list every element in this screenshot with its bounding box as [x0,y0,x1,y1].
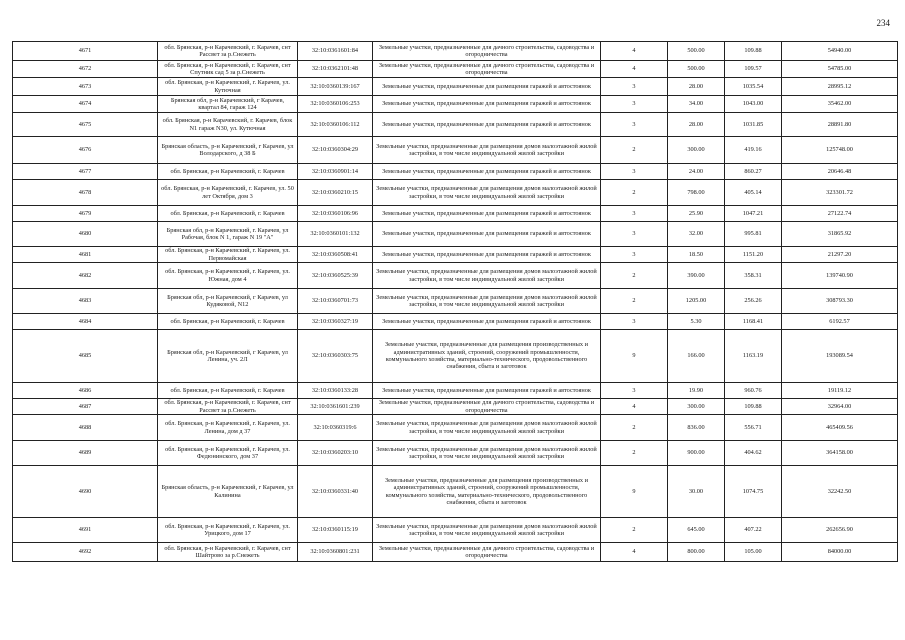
row-number-cell: 4677 [13,164,158,180]
cadastral-value-cell: 262656.90 [782,518,898,543]
row-number-cell: 4680 [13,222,158,247]
area-cell: 300.00 [668,137,725,164]
specific-value-cell: 109.88 [725,42,782,61]
land-use-cell: Земельные участки, предназначенные для размещения производственных и административных зданий, строений, сооружений промышленности, коммунального хозяйства, материально-технического, продовольственного снабжения, сбыта и заготовок [373,466,601,518]
address-cell: обл. Брянская, р-н Карачевский, г. Карачев [158,383,298,399]
use-group-cell: 3 [601,222,668,247]
use-group-cell: 2 [601,137,668,164]
address-cell: обл. Брянская, р-н Карачевский, г. Карачев [158,206,298,222]
specific-value-cell: 358.31 [725,263,782,289]
cadastral-value-cell: 19119.12 [782,383,898,399]
row-number-cell: 4671 [13,42,158,61]
row-number-cell: 4684 [13,314,158,330]
land-use-cell: Земельные участки, предназначенные для размещения гаражей и автостоянок [373,113,601,137]
cadastral-number-cell: 32:10:0360327:19 [298,314,373,330]
cadastral-value-cell: 308793.30 [782,289,898,314]
row-number-cell: 4688 [13,415,158,441]
use-group-cell: 3 [601,206,668,222]
cadastral-number-cell: 32:10:0360331:40 [298,466,373,518]
cadastral-number-cell: 32:10:0360901:14 [298,164,373,180]
area-cell: 500.00 [668,61,725,78]
cadastral-value-cell: 32242.50 [782,466,898,518]
cadastral-number-cell: 32:10:0362101:48 [298,61,373,78]
address-cell: обл. Брянская, р-н Карачевский, г. Карачев, ул. Южная, дом 4 [158,263,298,289]
land-use-cell: Земельные участки, предназначенные для размещения гаражей и автостоянок [373,206,601,222]
use-group-cell: 3 [601,96,668,113]
land-use-cell: Земельные участки, предназначенные для дачного строительства, садоводства и огородничества [373,42,601,61]
cadastral-number-cell: 32:10:0360319:6 [298,415,373,441]
address-cell: обл. Брянская, р-н Карачевский, г. Карачев, ул. Первомайская [158,247,298,263]
row-number-cell: 4692 [13,543,158,562]
address-cell: обл. Брянская, р-н Карачевский, г. Карачев, ул. Урицкого, дом 17 [158,518,298,543]
specific-value-cell: 1151.20 [725,247,782,263]
cadastral-number-cell: 32:10:0360508:41 [298,247,373,263]
land-use-cell: Земельные участки, предназначенные для размещения домов малоэтажной жилой застройки, в том числе индивидуальной жилой застройки [373,441,601,466]
use-group-cell: 3 [601,113,668,137]
table-row [13,222,898,247]
use-group-cell: 3 [601,383,668,399]
cadastral-number-cell: 32:10:0360139:167 [298,78,373,96]
specific-value-cell: 960.76 [725,383,782,399]
land-use-cell: Земельные участки, предназначенные для размещения производственных и административных зданий, строений, сооружений промышленности, коммунального хозяйства, материально-технического, продовольственного снабжения, сбыта и заготовок [373,330,601,383]
row-number-cell: 4686 [13,383,158,399]
row-number-cell: 4689 [13,441,158,466]
area-cell: 30.00 [668,466,725,518]
land-use-cell: Земельные участки, предназначенные для дачного строительства, садоводства и огородничества [373,543,601,562]
area-cell: 390.00 [668,263,725,289]
specific-value-cell: 1035.54 [725,78,782,96]
row-number-cell: 4672 [13,61,158,78]
table-row [13,314,898,330]
cadastral-number-cell: 32:10:0360106:112 [298,113,373,137]
cadastral-number-cell: 32:10:0360525:39 [298,263,373,289]
address-cell: Брянская обл, р-н Карачевский, г Карачев, квартал 84, гараж 124 [158,96,298,113]
row-number-cell: 4690 [13,466,158,518]
land-use-cell: Земельные участки, предназначенные для размещения гаражей и автостоянок [373,383,601,399]
row-number-cell: 4675 [13,113,158,137]
specific-value-cell: 256.26 [725,289,782,314]
land-use-cell: Земельные участки, предназначенные для размещения гаражей и автостоянок [373,222,601,247]
row-number-cell: 4678 [13,180,158,206]
page-number: 234 [876,18,890,28]
specific-value-cell: 1043.00 [725,96,782,113]
land-use-cell: Земельные участки, предназначенные для размещения гаражей и автостоянок [373,314,601,330]
land-use-cell: Земельные участки, предназначенные для размещения гаражей и автостоянок [373,78,601,96]
cadastral-value-cell: 28995.12 [782,78,898,96]
area-cell: 5.30 [668,314,725,330]
area-cell: 1205.00 [668,289,725,314]
table-row [13,263,898,289]
cadastral-value-cell: 20646.48 [782,164,898,180]
cadastral-number-cell: 32:10:0360210:15 [298,180,373,206]
address-cell: обл. Брянская, р-н Карачевский, г. Карачев, снт Спутник сад 5 за р.Снежеть [158,61,298,78]
cadastral-value-cell: 54785.00 [782,61,898,78]
row-number-cell: 4676 [13,137,158,164]
row-number-cell: 4681 [13,247,158,263]
cadastral-number-cell: 32:10:0360101:132 [298,222,373,247]
specific-value-cell: 1031.85 [725,113,782,137]
cadastral-number-cell: 32:10:0361601:84 [298,42,373,61]
cadastral-number-cell: 32:10:0360701:73 [298,289,373,314]
area-cell: 166.00 [668,330,725,383]
cadastral-value-cell: 31865.92 [782,222,898,247]
row-number-cell: 4687 [13,399,158,415]
area-cell: 500.00 [668,42,725,61]
specific-value-cell: 407.22 [725,518,782,543]
cadastral-value-cell: 21297.20 [782,247,898,263]
table-row [13,466,898,518]
use-group-cell: 2 [601,518,668,543]
land-use-cell: Земельные участки, предназначенные для размещения домов малоэтажной жилой застройки, в том числе индивидуальной жилой застройки [373,263,601,289]
cadastral-number-cell: 32:10:0360106:96 [298,206,373,222]
table-row [13,78,898,96]
cadastral-number-cell: 32:10:0360115:19 [298,518,373,543]
table-row [13,441,898,466]
land-use-cell: Земельные участки, предназначенные для размещения домов малоэтажной жилой застройки, в том числе индивидуальной жилой застройки [373,518,601,543]
table-row [13,137,898,164]
cadastral-value-cell: 28891.80 [782,113,898,137]
cadastral-number-cell: 32:10:0360133:28 [298,383,373,399]
address-cell: Брянская обл, р-н Карачевский, г Карачев, ул Ленина, уч. 2Л [158,330,298,383]
address-cell: Брянская обл, р-н Карачевский, г. Карачев, ул Рабочая, блок N 1, гараж N 19 "А" [158,222,298,247]
table-row [13,96,898,113]
table-row [13,61,898,78]
land-use-cell: Земельные участки, предназначенные для размещения домов малоэтажной жилой застройки, в том числе индивидуальной жилой застройки [373,415,601,441]
cadastral-number-cell: 32:10:0361601:239 [298,399,373,415]
cadastral-value-cell: 139740.90 [782,263,898,289]
area-cell: 28.00 [668,78,725,96]
use-group-cell: 3 [601,247,668,263]
use-group-cell: 4 [601,399,668,415]
area-cell: 18.50 [668,247,725,263]
use-group-cell: 3 [601,314,668,330]
cadastral-value-cell: 54940.00 [782,42,898,61]
address-cell: обл. Брянская, р-н Карачевский, г. Карачев, снт Шайтрово за р.Снежеть [158,543,298,562]
use-group-cell: 9 [601,330,668,383]
cadastral-value-cell: 35462.00 [782,96,898,113]
area-cell: 900.00 [668,441,725,466]
address-cell: обл. Брянская, р-н Карачевский, г. Карачев, снт Рассвет за р.Снежеть [158,399,298,415]
specific-value-cell: 405.14 [725,180,782,206]
area-cell: 34.00 [668,96,725,113]
table-row [13,42,898,61]
land-use-cell: Земельные участки, предназначенные для размещения гаражей и автостоянок [373,247,601,263]
specific-value-cell: 1047.21 [725,206,782,222]
address-cell: Брянская обл, р-н Карачевский, г Карачев, ул Кудяковой, N12 [158,289,298,314]
use-group-cell: 4 [601,61,668,78]
address-cell: обл. Брянская, р-н Карачевский, г. Карачев, ул. Кутючная [158,78,298,96]
cadastral-value-cell: 364158.00 [782,441,898,466]
table-row [13,164,898,180]
use-group-cell: 4 [601,543,668,562]
address-cell: обл. Брянская, р-н Карачевский, г. Карачев, ул. 50 лет Октября, дом 3 [158,180,298,206]
table-row [13,415,898,441]
table-row [13,543,898,562]
address-cell: Брянская область, р-н Карачевский, г Карачев, ул Володарского, д 38 Б [158,137,298,164]
row-number-cell: 4683 [13,289,158,314]
row-number-cell: 4673 [13,78,158,96]
cadastral-value-cell: 32964.00 [782,399,898,415]
area-cell: 25.90 [668,206,725,222]
specific-value-cell: 109.88 [725,399,782,415]
table-row [13,518,898,543]
specific-value-cell: 860.27 [725,164,782,180]
cadastral-value-cell: 323301.72 [782,180,898,206]
use-group-cell: 3 [601,78,668,96]
cadastral-number-cell: 32:10:0360303:75 [298,330,373,383]
use-group-cell: 2 [601,180,668,206]
land-use-cell: Земельные участки, предназначенные для дачного строительства, садоводства и огородничества [373,399,601,415]
table-row [13,330,898,383]
cadastral-value-cell: 193089.54 [782,330,898,383]
use-group-cell: 2 [601,415,668,441]
area-cell: 798.00 [668,180,725,206]
land-use-cell: Земельные участки, предназначенные для размещения домов малоэтажной жилой застройки, в том числе индивидуальной жилой застройки [373,289,601,314]
area-cell: 645.00 [668,518,725,543]
table-row [13,383,898,399]
table-row [13,289,898,314]
land-use-cell: Земельные участки, предназначенные для дачного строительства, садоводства и огородничества [373,61,601,78]
row-number-cell: 4691 [13,518,158,543]
address-cell: обл. Брянская, р-н Карачевский, г. Карачев [158,164,298,180]
use-group-cell: 4 [601,42,668,61]
cadastral-number-cell: 32:10:0360106:253 [298,96,373,113]
use-group-cell: 2 [601,263,668,289]
area-cell: 32.00 [668,222,725,247]
area-cell: 28.00 [668,113,725,137]
land-use-cell: Земельные участки, предназначенные для размещения гаражей и автостоянок [373,96,601,113]
area-cell: 836.00 [668,415,725,441]
cadastral-value-cell: 6192.57 [782,314,898,330]
address-cell: обл. Брянская, р-н Карачевский, г. Карачев, снт Рассвет за р.Снежеть [158,42,298,61]
cadastral-value-cell: 27122.74 [782,206,898,222]
row-number-cell: 4682 [13,263,158,289]
specific-value-cell: 1074.75 [725,466,782,518]
specific-value-cell: 1163.19 [725,330,782,383]
cadastral-number-cell: 32:10:0360203:10 [298,441,373,466]
cadastral-value-cell: 465409.56 [782,415,898,441]
table-row [13,399,898,415]
use-group-cell: 2 [601,441,668,466]
cadastral-value-table [12,41,898,562]
area-cell: 24.00 [668,164,725,180]
table-row [13,180,898,206]
row-number-cell: 4674 [13,96,158,113]
land-use-cell: Земельные участки, предназначенные для размещения гаражей и автостоянок [373,164,601,180]
cadastral-value-cell: 125748.00 [782,137,898,164]
table-row [13,113,898,137]
table-row [13,247,898,263]
specific-value-cell: 419.16 [725,137,782,164]
specific-value-cell: 109.57 [725,61,782,78]
use-group-cell: 2 [601,289,668,314]
address-cell: обл. Брянская, р-н Карачевский, г. Карачев [158,314,298,330]
land-use-cell: Земельные участки, предназначенные для размещения домов малоэтажной жилой застройки, в том числе индивидуальной жилой застройки [373,180,601,206]
land-use-cell: Земельные участки, предназначенные для размещения домов малоэтажной жилой застройки, в том числе индивидуальной жилой застройки [373,137,601,164]
cadastral-number-cell: 32:10:0360801:231 [298,543,373,562]
use-group-cell: 9 [601,466,668,518]
address-cell: обл. Брянская, р-н Карачевский, г. Карачев, ул. Федюнинского, дом 37 [158,441,298,466]
specific-value-cell: 556.71 [725,415,782,441]
specific-value-cell: 1168.41 [725,314,782,330]
table-body [13,42,898,562]
area-cell: 19.90 [668,383,725,399]
cadastral-number-cell: 32:10:0360304:29 [298,137,373,164]
cadastral-value-cell: 84000.00 [782,543,898,562]
address-cell: обл. Брянская, р-н Карачевский, г. Карачев, ул. Ленина, дом д 37 [158,415,298,441]
use-group-cell: 3 [601,164,668,180]
specific-value-cell: 105.00 [725,543,782,562]
area-cell: 300.00 [668,399,725,415]
table-row [13,206,898,222]
specific-value-cell: 995.81 [725,222,782,247]
area-cell: 800.00 [668,543,725,562]
specific-value-cell: 404.62 [725,441,782,466]
address-cell: обл. Брянская, р-н Карачевский, г. Карачев, блок N1 гараж N30, ул. Кутючная [158,113,298,137]
row-number-cell: 4685 [13,330,158,383]
row-number-cell: 4679 [13,206,158,222]
address-cell: Брянская область, р-н Карачевский, г Карачев, ул Калинина [158,466,298,518]
